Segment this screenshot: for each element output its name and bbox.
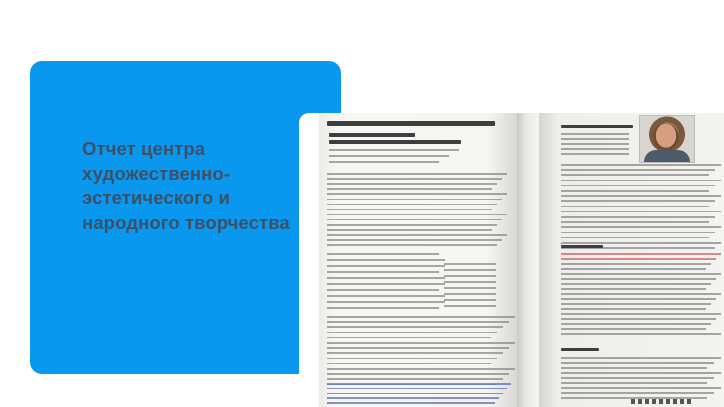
portrait-photo: [639, 115, 695, 163]
document-text-line: [561, 237, 709, 239]
document-text-line: [561, 278, 716, 280]
document-text-line: [561, 263, 711, 265]
document-text-line: [327, 347, 509, 349]
document-text-line: [327, 352, 503, 354]
document-text-line: [561, 153, 629, 155]
document-text-line: [327, 337, 491, 339]
document-text-line: [329, 161, 439, 163]
document-heading-line: [561, 125, 633, 128]
document-text-line: [327, 378, 503, 380]
document-text-line: [327, 193, 507, 195]
document-text-line: [561, 216, 715, 218]
document-text-line: [329, 149, 459, 151]
document-text-line: [561, 143, 629, 145]
document-text-line: [561, 232, 715, 234]
document-text-line: [561, 308, 706, 310]
document-text-line: [561, 298, 716, 300]
document-text-line: [327, 397, 499, 399]
document-text-line: [561, 283, 711, 285]
document-text-line: [561, 372, 721, 374]
document-text-line: [327, 373, 509, 375]
document-text-line: [327, 178, 502, 180]
document-text-line: [327, 402, 495, 404]
document-text-line: [561, 328, 706, 330]
document-text-line: [561, 180, 721, 182]
document-text-line: [444, 287, 496, 289]
document-text-line: [561, 367, 707, 369]
document-text-line: [327, 244, 497, 246]
document-text-line: [444, 299, 496, 301]
title-line-3: эстетического и: [82, 187, 230, 208]
document-text-line: [327, 199, 502, 201]
document-text-line: [327, 388, 507, 390]
document-text-line: [561, 185, 715, 187]
document-text-line: [444, 293, 496, 295]
document-text-line: [329, 155, 449, 157]
document-text-line: [561, 382, 707, 384]
document-text-line: [327, 229, 492, 231]
document-heading-line: [329, 140, 461, 144]
document-text-line: [561, 164, 721, 166]
portrait-face: [653, 123, 679, 151]
document-text-line: [327, 271, 439, 273]
document-text-line: [561, 318, 716, 320]
document-text-line: [327, 301, 445, 303]
document-text-line: [327, 277, 445, 279]
document-text-line: [444, 263, 496, 265]
document-text-line: [327, 204, 497, 206]
document-text-line: [561, 174, 709, 176]
document-text-line: [561, 362, 714, 364]
document-text-line: [327, 295, 445, 297]
document-text-line: [327, 188, 492, 190]
document-text-line: [561, 303, 711, 305]
document-text-line: [327, 219, 502, 221]
document-text-line: [327, 183, 497, 185]
document-text-line: [327, 214, 507, 216]
document-text-line: [327, 326, 503, 328]
document-text-line: [327, 259, 445, 261]
page-number-strip: [631, 399, 691, 404]
document-text-line: [561, 377, 714, 379]
document-text-line: [561, 221, 709, 223]
document-text-line: [444, 281, 496, 283]
document-text-line: [327, 283, 445, 285]
document-text-line: [444, 305, 496, 307]
document-heading-line: [327, 121, 495, 126]
document-text-line: [327, 209, 492, 211]
document-text-line: [561, 200, 715, 202]
document-text-line: [561, 288, 706, 290]
document-text-line: [327, 321, 509, 323]
document-text-line: [327, 307, 439, 309]
document-text-line: [327, 173, 507, 175]
document-heading-line: [329, 133, 415, 137]
document-text-line: [561, 211, 721, 213]
document-text-line: [561, 258, 716, 260]
document-text-line: [561, 242, 721, 244]
document-text-line: [327, 393, 503, 395]
document-text-line: [561, 392, 714, 394]
document-text-line: [444, 269, 496, 271]
document-text-line: [327, 224, 497, 226]
document-text-line: [327, 289, 439, 291]
document-text-line: [327, 363, 491, 365]
document-text-line: [561, 206, 709, 208]
document-heading-line: [561, 348, 599, 351]
document-text-line: [561, 387, 721, 389]
document-text-line: [327, 253, 439, 255]
report-title: [82, 137, 302, 235]
document-text-line: [561, 190, 709, 192]
document-preview[interactable]: [299, 113, 724, 407]
document-text-line: [327, 316, 515, 318]
document-text-line: [561, 397, 707, 399]
document-text-line: [561, 148, 629, 150]
document-text-line: [444, 275, 496, 277]
document-text-line: [561, 133, 629, 135]
document-text-line: [561, 195, 721, 197]
document-text-line: [327, 265, 445, 267]
document-text-line: [561, 138, 629, 140]
document-text-line: [561, 323, 711, 325]
document-text-line: [327, 358, 497, 360]
document-text-line: [561, 313, 721, 315]
document-text-line: [561, 293, 721, 295]
document-heading-line: [561, 245, 603, 248]
document-text-line: [561, 169, 715, 171]
title-line-2: художественно-: [82, 162, 231, 184]
document-text-line: [327, 239, 502, 241]
document-text-line: [561, 226, 721, 228]
document-text-line: [561, 273, 721, 275]
title-line-4: народного творчества: [82, 211, 290, 233]
book-gutter: [517, 113, 539, 407]
document-text-line: [327, 383, 511, 385]
document-text-line: [561, 357, 721, 359]
document-text-line: [327, 368, 515, 370]
portrait-shoulders: [644, 150, 690, 162]
document-text-line: [561, 333, 721, 335]
document-text-line: [561, 268, 706, 270]
title-line-1: Отчет центра: [82, 138, 206, 159]
document-text-line: [327, 342, 515, 344]
document-text-line: [327, 234, 507, 236]
document-text-line: [561, 253, 721, 255]
document-text-line: [327, 332, 497, 334]
